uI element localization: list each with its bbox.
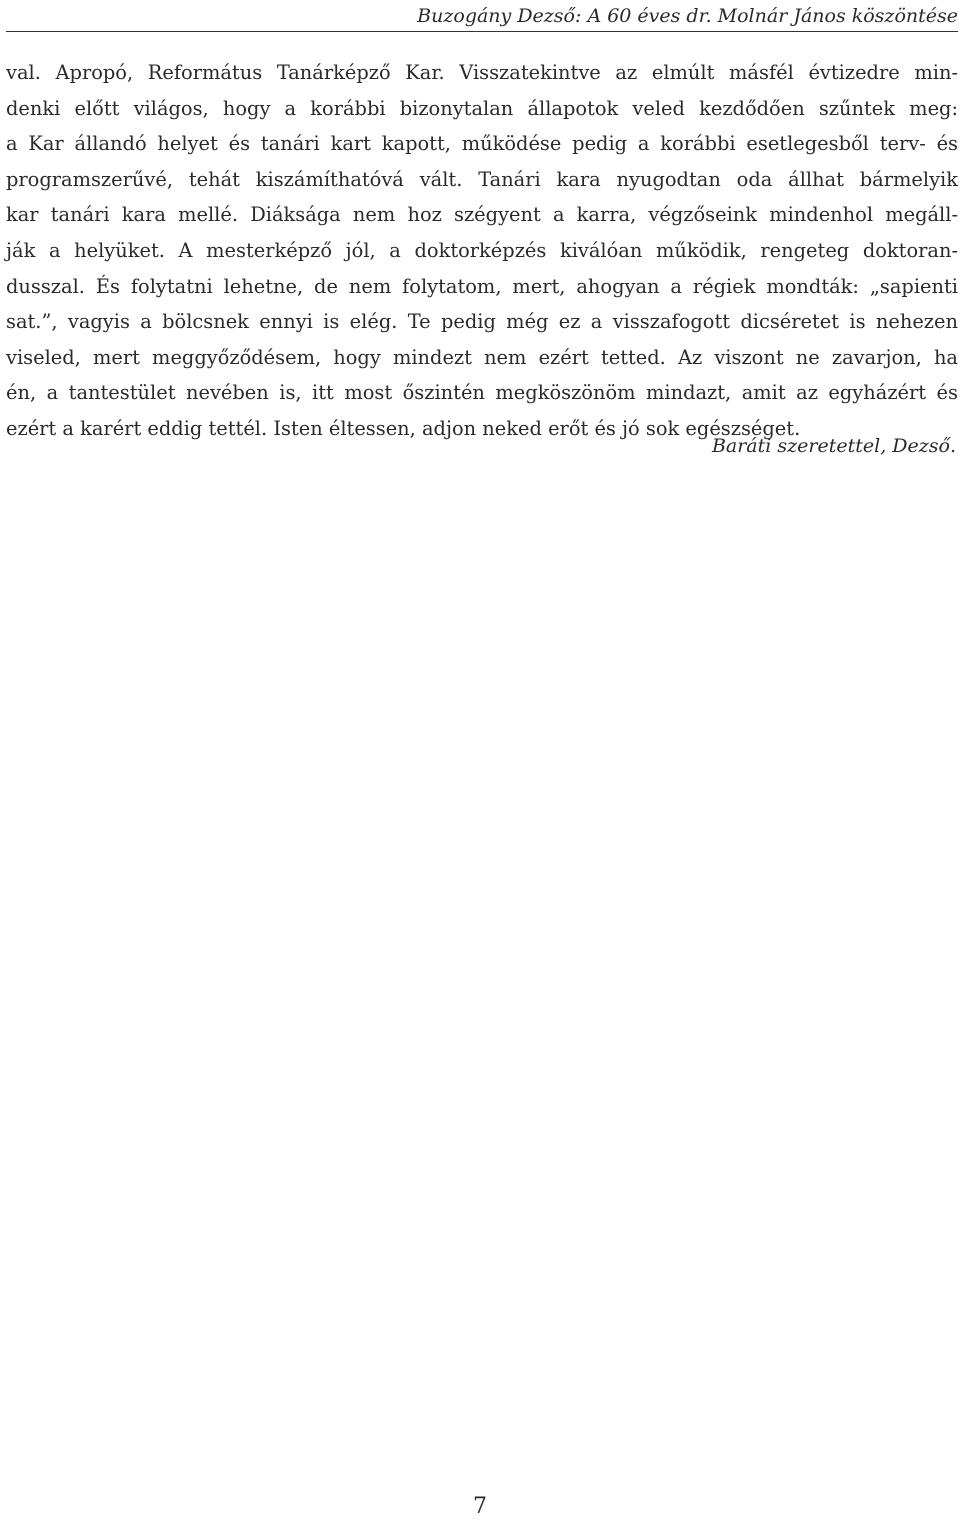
text-line: viseled, mert meggyőződésem, hogy mindezt nem ezért tetted. Az viszont ne zavarjon, ha [6, 345, 958, 369]
text-line: denki előtt világos, hogy a korábbi bizonytalan állapotok veled kezdődően szűntek meg: [6, 96, 958, 120]
text-line: dusszal. És folytatni lehetne, de nem folytatom, mert, ahogyan a régiek mondták: „sapienti [6, 274, 958, 298]
text-line: sat.”, vagyis a bölcsnek ennyi is elég. Te pedig még ez a visszafogott dicséretet is nehezen [6, 310, 958, 334]
body-text [6, 55, 958, 447]
signature: Baráti szeretettel, Dezső. [711, 435, 956, 457]
text-line: programszerűvé, tehát kiszámíthatóvá vált. Tanári kara nyugodtan oda állhat bármelyik [6, 167, 958, 191]
text-line: ják a helyüket. A mesterképző jól, a doktorképzés kiválóan működik, rengeteg doktoran- [6, 238, 958, 262]
running-header: Buzogány Dezső: A 60 éves dr. Molnár János köszöntése [417, 5, 958, 27]
text-line: kar tanári kara mellé. Diáksága nem hoz szégyent a karra, végzőseink mindenhol megáll- [6, 203, 958, 227]
text-line: val. Apropó, Református Tanárképző Kar. Visszatekintve az elmúlt másfél évtizedre min- [6, 61, 958, 84]
header-divider [6, 31, 958, 32]
text-line: én, a tantestület nevében is, itt most őszintén megköszönöm mindazt, amit az egyházért és [6, 381, 958, 405]
text-line: a Kar állandó helyet és tanári kart kapott, működése pedig a korábbi esetlegesből terv- és [6, 132, 958, 156]
page-number: 7 [473, 1494, 487, 1519]
text-line: ezért a karért eddig tettél. Isten éltessen, adjon neked erőt és jó sok egészséget. [6, 416, 801, 440]
